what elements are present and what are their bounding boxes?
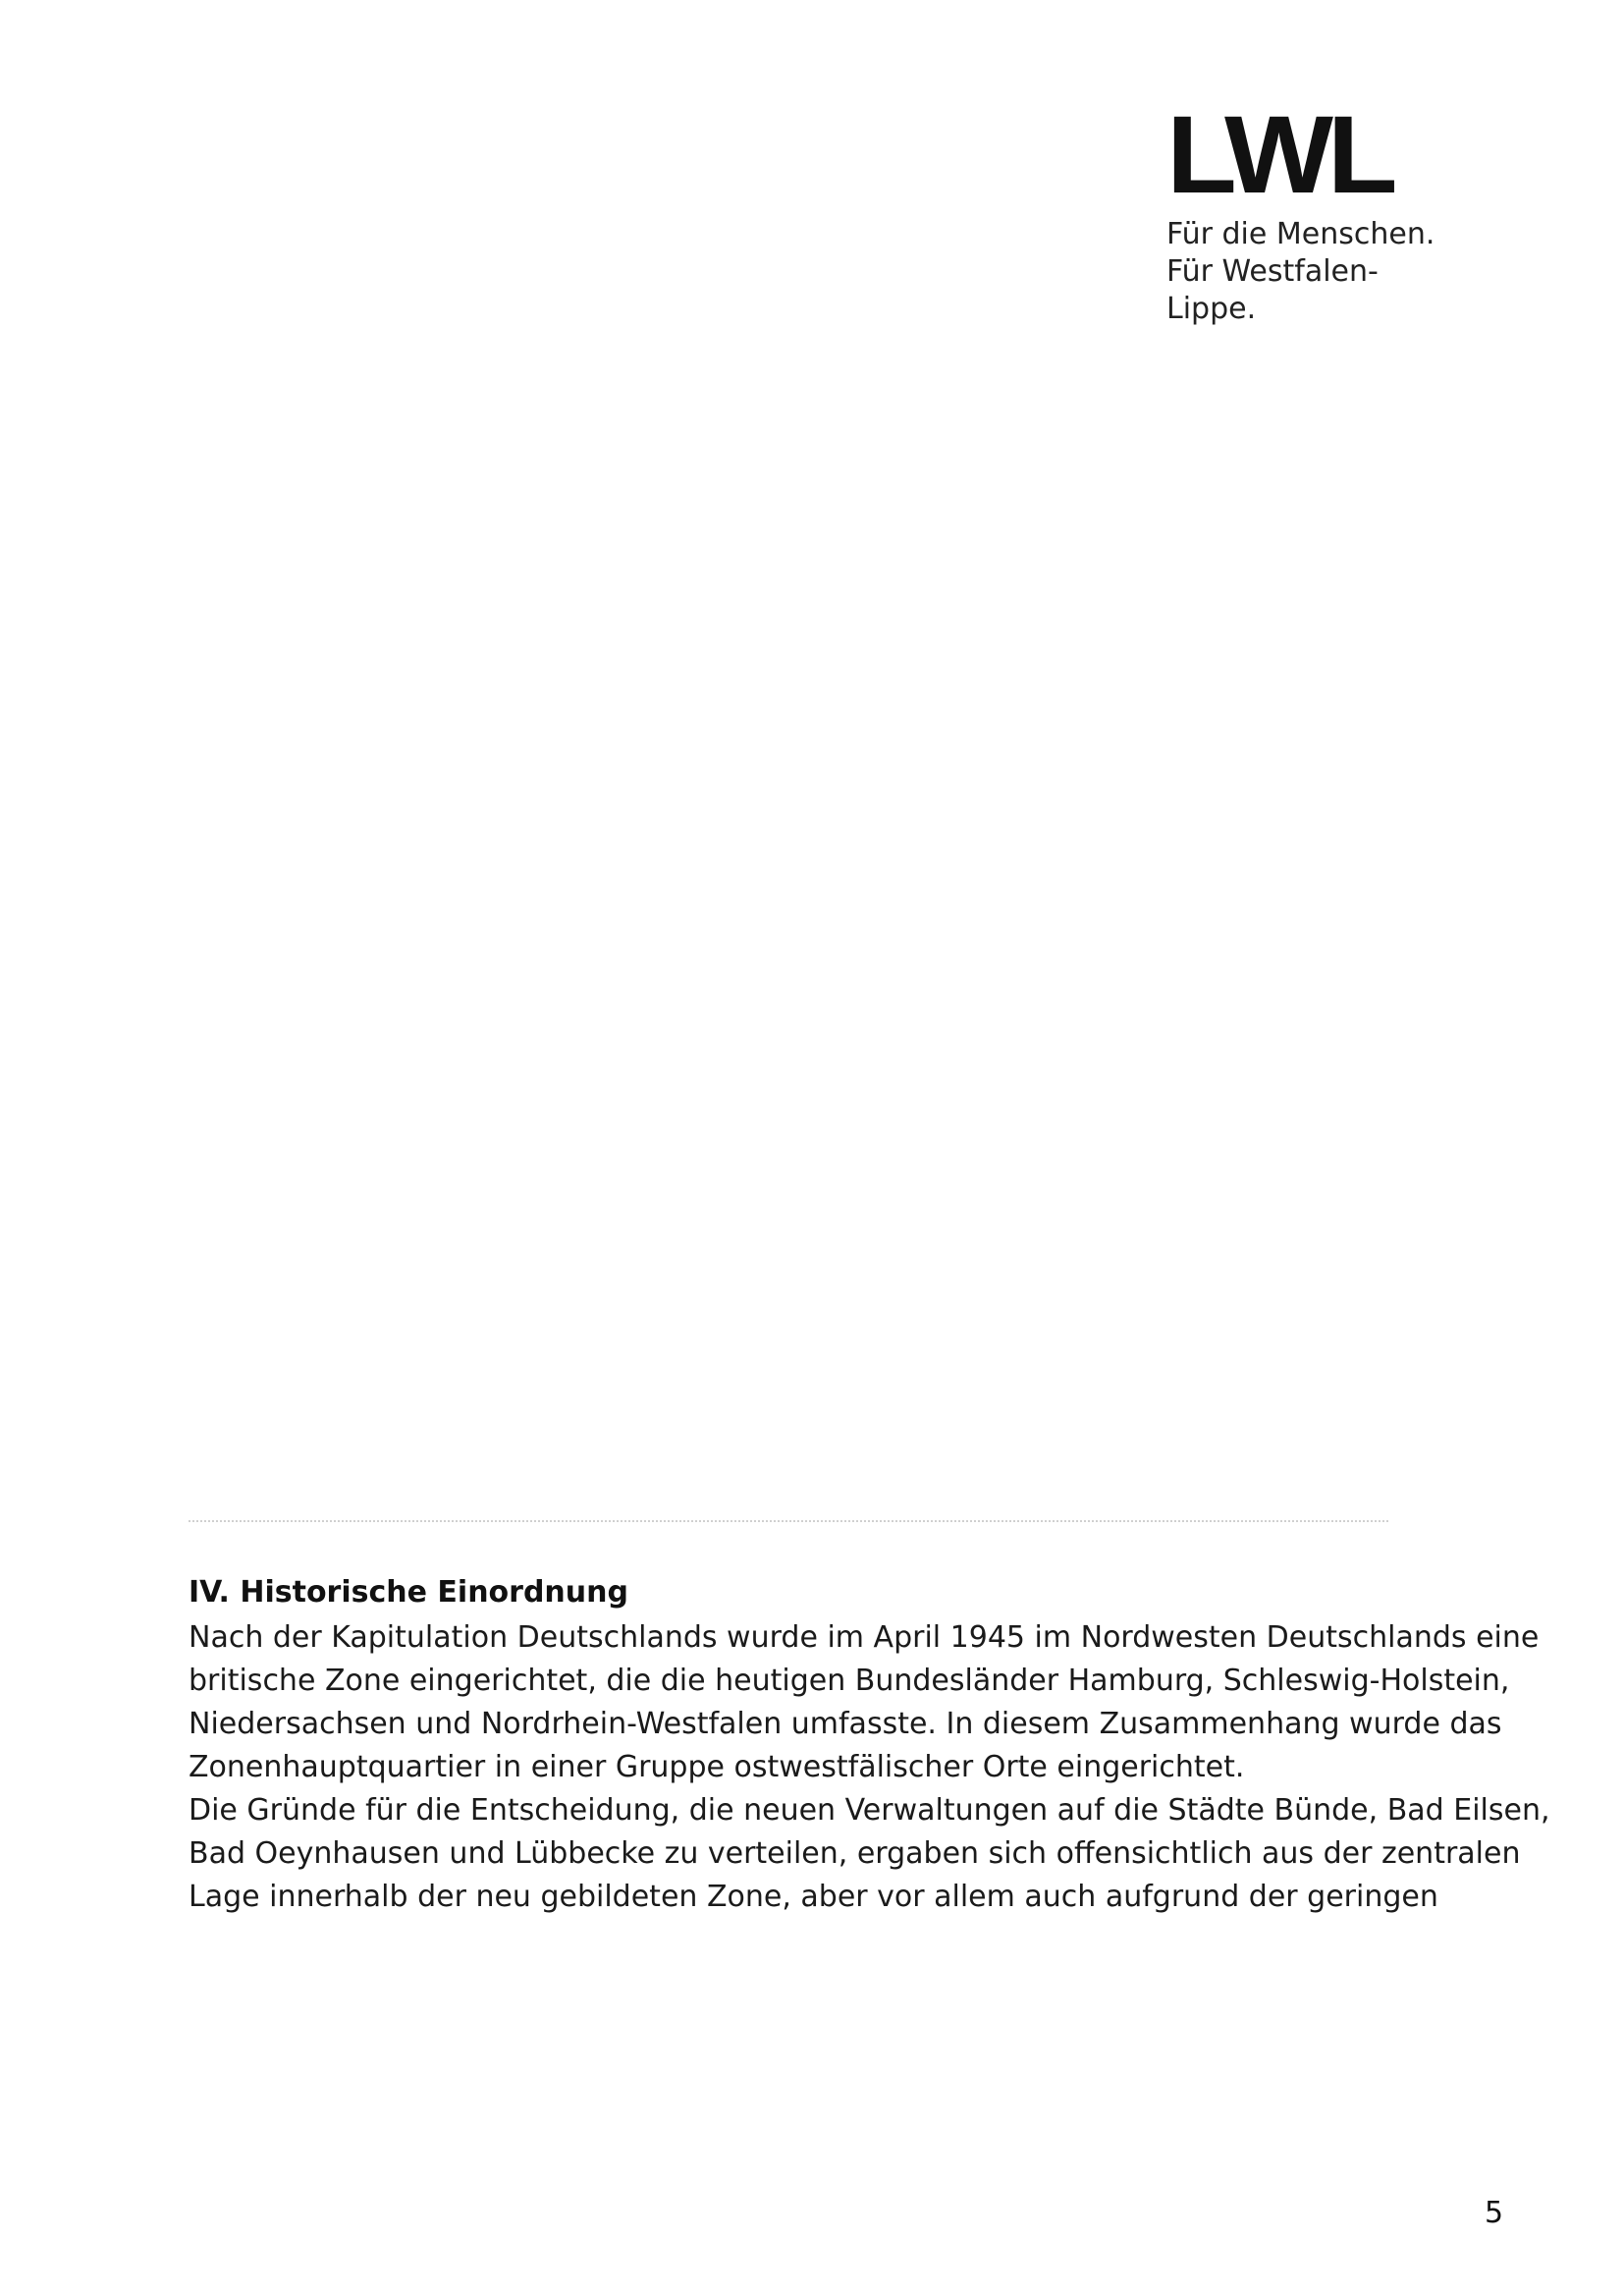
body-line: Lage innerhalb der neu gebildeten Zone, aber vor allem auch aufgrund der geringen [189, 1880, 1438, 1914]
body-line: Niedersachsen und Nordrhein-Westfalen umfasste. In diesem Zusammenhang wurde das [189, 1707, 1502, 1741]
body-line: Die Gründe für die Entscheidung, die neuen Verwaltungen auf die Städte Bünde, Bad Eilsen, [189, 1793, 1550, 1828]
lwl-logo [1166, 93, 1461, 328]
section-body [189, 1616, 1550, 1919]
body-line: Nach der Kapitulation Deutschlands wurde im April 1945 im Nordwesten Deutschlands eine [189, 1620, 1540, 1655]
section-heading: IV. Historische Einordnung [189, 1575, 628, 1610]
body-line: britische Zone eingerichtet, die die heutigen Bundesländer Hamburg, Schleswig-Holstein, [189, 1664, 1510, 1698]
section-historical-classification [189, 1569, 1550, 1919]
scan-artifact-line [189, 1520, 1388, 1522]
tagline-line-2: Für Westfalen-Lippe. [1166, 254, 1379, 326]
body-line: Zonenhauptquartier in einer Gruppe ostwestfälischer Orte eingerichtet. [189, 1750, 1245, 1784]
body-line: Bad Oeynhausen und Lübbecke zu verteilen, ergaben sich offensichtlich aus der zentralen [189, 1836, 1521, 1871]
logo-wordmark: LWL [1166, 93, 1392, 216]
tagline-line-1: Für die Menschen. [1166, 217, 1435, 251]
page-number: 5 [1485, 2196, 1504, 2230]
logo-tagline [1166, 216, 1461, 328]
